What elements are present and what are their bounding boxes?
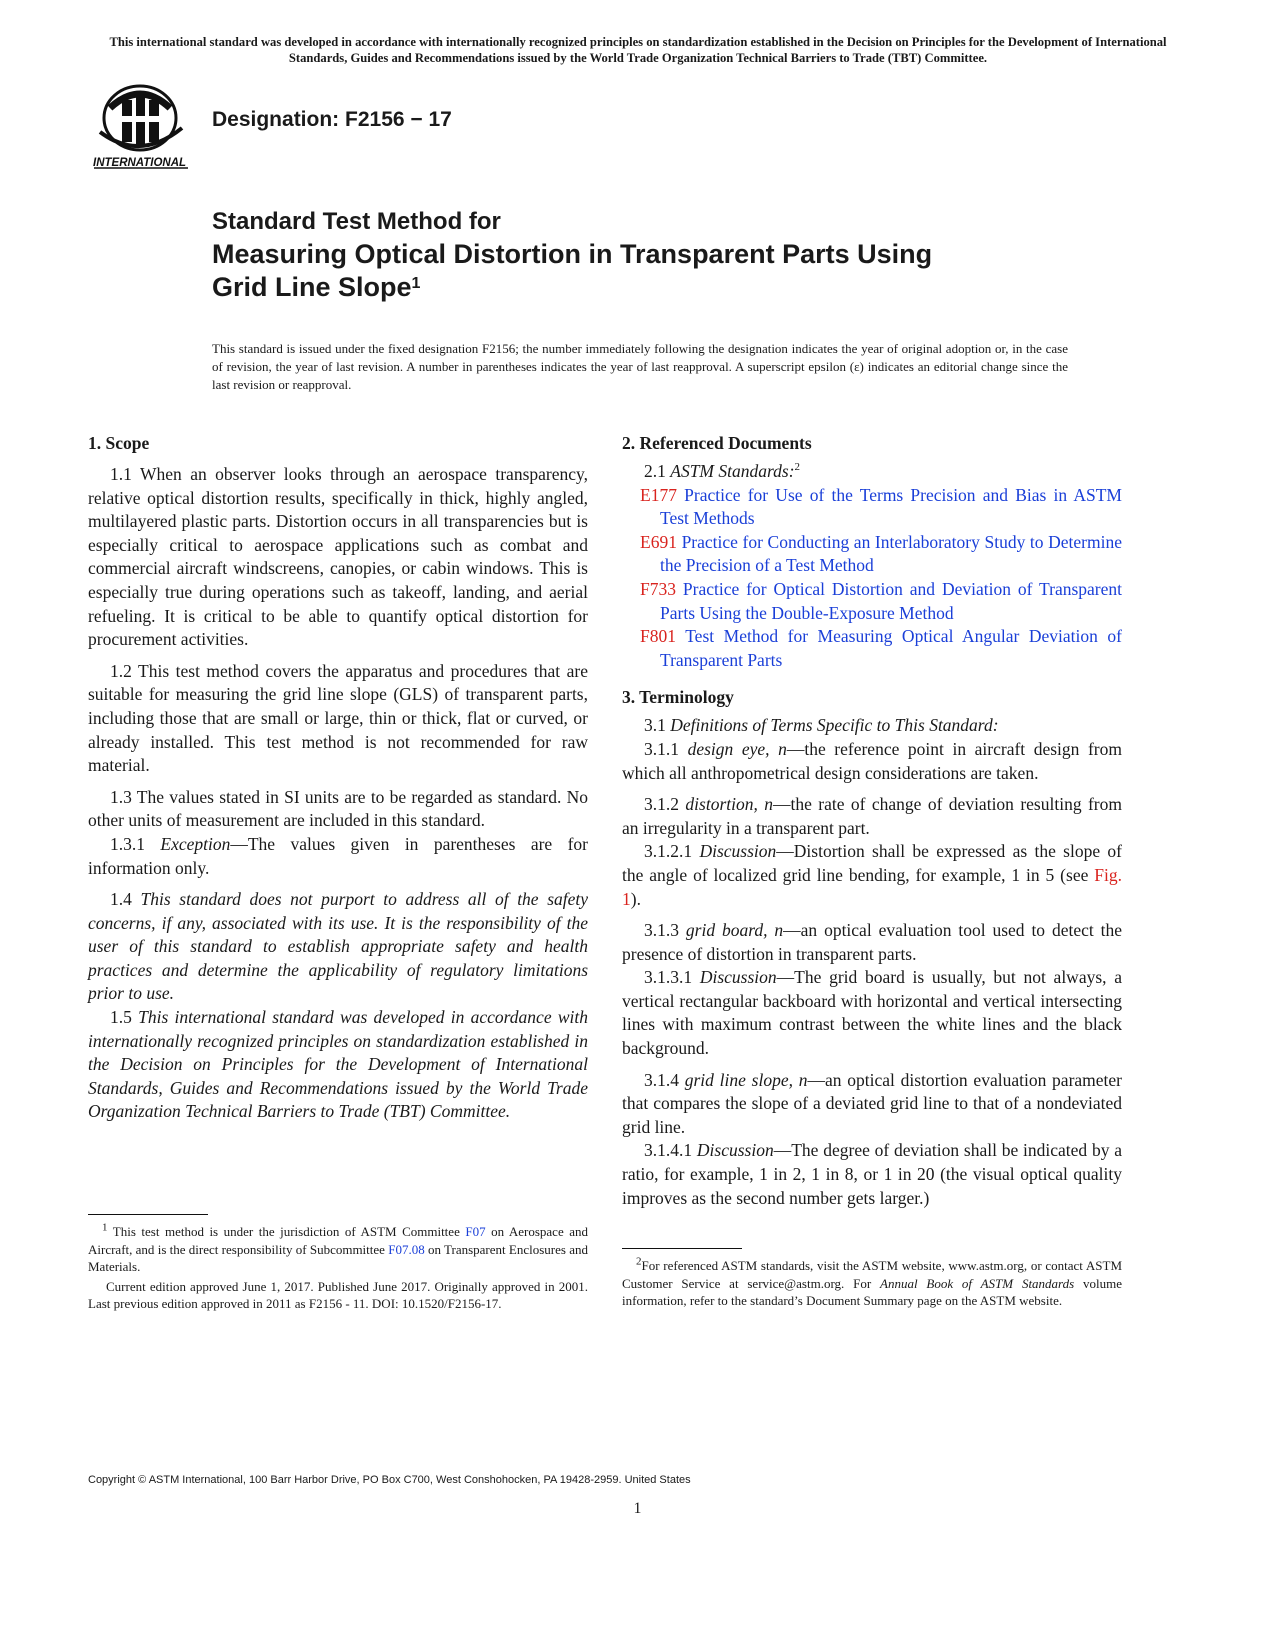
reference-code[interactable]: E691 [640,531,677,552]
para-1-4-text: This standard does not purport to address all of the safety concerns, if any, associated with its use. It is the responsibility of the user of this standard to establish appropriate safety and health practices and determine the applicability of regulatory limitations prior to use. [88,889,589,1004]
referenced-documents-heading: 2. Referenced Documents [622,433,812,453]
para-1-4 [88,888,588,1006]
subcommittee-f07-08-link[interactable]: F07.08 [388,1241,425,1257]
committee-f07-link[interactable]: F07 [465,1224,486,1239]
para-1-3-1 [88,833,588,880]
para-3-1-4-term: grid line slope, n [684,1069,808,1090]
title-footnote-mark: 1 [411,275,421,292]
reference-title[interactable]: Test Method for Measuring Optical Angular Deviation of Transparent Parts [660,626,1122,670]
para-1-3-1-text: —The values given in parentheses are for information only. [88,833,588,878]
footnote-2 [622,1257,1122,1310]
reference-f733[interactable] [622,578,1122,625]
para-1-3: 1.3 The values stated in SI units are to be regarded as standard. No other units of measurement are included in this standard. [88,786,588,831]
standardization-notice: This international standard was developed in accordance with internationally recognized principles on standardization established in the Decision on Principles for the Development of International Standards, Guides and Recommendations issued by the World Trade Organization Technical Barriers to Trade (TBT) Committee. [109,35,1167,65]
footnote-1 [88,1223,588,1276]
para-3-1-2-term: distortion, n [685,794,773,815]
para-3-1-3-1-text: —The grid board is usually, but not always, a vertical rectangular backboard with horizontal and vertical intersecting lines with maximum contrast between the white lines and the black background. [622,967,1123,1059]
para-3-1-2-1-num: 3.1.2.1 [644,841,693,862]
footnote-1-edition: Current edition approved June 1, 2017. Published June 2017. Originally approved in 2001. Last previous edition approved in 2011 as F2156 - 11. DOI: 10.1520/F2156-17. [88,1278,588,1311]
para-3-1-4-text: —an optical distortion evaluation parameter that compares the slope of a deviated grid line to that of a nondeviated grid line. [622,1069,1123,1137]
para-3-1-3-1-term: Discussion [699,967,777,988]
para-3-1 [622,714,1122,738]
reference-e691[interactable] [622,531,1122,578]
para-3-1-num: 3.1 [644,715,666,736]
para-3-1-1-text: —the reference point in aircraft design from which all anthropometrical design considerations are taken. [622,738,1123,783]
para-3-1-2-1-text: —Distortion shall be expressed as the slope of the angle of localized grid line bending, for example, 1 in 5 (see [622,841,1122,885]
terminology-heading: 3. Terminology [622,687,734,708]
para-3-1-2-text: —the rate of change of deviation resulting from an irregularity in a transparent part. [622,794,1122,838]
astm-standards-subheading [622,460,1122,484]
reference-code[interactable]: E177 [640,484,677,505]
para-3-1-3 [622,919,1122,966]
para-3-1-4-1-term: Discussion [696,1140,774,1161]
astm-logo-wordmark: INTERNATIONAL [93,157,187,169]
page-number: 1 [633,1500,642,1517]
para-3-1-1 [622,738,1122,785]
footnote-rule [622,1248,742,1249]
footnote-1-text-c: on Transparent Enclosures and Materials. [88,1241,589,1274]
astm-logo [92,82,200,174]
footnote-rule [88,1214,208,1215]
footnote-1-mark: 1 [102,1221,108,1234]
scope-heading: 1. Scope [88,433,150,453]
designation: Designation: F2156 − 17 [212,108,452,131]
para-3-1-4-1 [622,1139,1122,1210]
reference-code[interactable]: F733 [640,578,676,599]
para-1-2: 1.2 This test method covers the apparatus and procedures that are suitable for measuring the grid line slope (GLS) of transparent parts, including those that are small or large, thin or thick, flat or curved, or already installed. This test method is not recommended for raw material. [88,660,588,776]
footnote-1-text-b: on Aerospace and Aircraft, and is the direct responsibility of Subcommittee [88,1224,588,1257]
reference-code[interactable]: F801 [640,626,676,647]
reference-e177[interactable] [622,484,1122,531]
astm-standards-footnote-mark: 2 [794,461,801,474]
para-3-1-4-1-text: —The degree of deviation shall be indicated by a ratio, for example, 1 in 2, 1 in 8, or 1 in 20 (the visual optical quality improves as the second number gets larger.) [622,1140,1123,1208]
para-1-3-1-num: 1.3.1 [110,833,145,854]
para-3-1-3-num: 3.1.3 [644,920,679,941]
para-3-1-3-text: —an optical evaluation tool used to detect the presence of distortion in transparent parts. [622,920,1122,964]
para-3-1-2-1-term: Discussion [699,841,777,862]
footnote-2-book-title: Annual Book of ASTM Standards [880,1275,1075,1291]
para-3-1-title: Definitions of Terms Specific to This Standard: [670,715,999,736]
footnote-2-text-a: For referenced ASTM standards, visit the ASTM website, www.astm.org, or contact ASTM Customer Service at service@astm.org. For [622,1258,1122,1291]
figure-1-link[interactable]: Fig. 1 [622,864,1122,909]
astm-standards-title: ASTM Standards: [670,461,795,481]
title-line-3 [212,271,1112,304]
reference-f801[interactable] [622,625,1122,672]
reference-title[interactable]: Practice for Use of the Terms Precision and Bias in ASTM Test Methods [660,484,1122,529]
footnote-2-text-b: volume information, refer to the standard’s Document Summary page on the ASTM website. [622,1275,1123,1308]
para-3-1-1-num: 3.1.1 [644,738,679,759]
document-title [212,205,1112,304]
para-3-1-2 [622,793,1122,840]
astm-standards-num: 2.1 [644,461,666,481]
para-3-1-4-num: 3.1.4 [644,1069,679,1090]
title-line-2: Measuring Optical Distortion in Transparent Parts Using [212,239,933,269]
para-1-3-1-term: Exception [160,833,231,854]
para-3-1-3-1 [622,966,1122,1060]
copyright-line: Copyright © ASTM International, 100 Barr Harbor Drive, PO Box C700, West Conshohocken, PA 19428-2959. United States [88,1474,691,1486]
right-column [622,432,1122,1210]
title-line-1: Standard Test Method for [212,208,501,235]
title-line-3-text: Grid Line Slope [212,272,412,302]
para-3-1-1-term: design eye, n [687,738,787,759]
para-1-5-text: This international standard was developed in accordance with internationally recognized principles on standardization established in the Decision on Principles for the Development of International Standards, Guides and Recommendations issued by the World Trade Organization Technical Barriers to Trade (TBT) Committee. [88,1007,589,1122]
footnote-2-mark: 2 [636,1255,642,1268]
reference-title[interactable]: Practice for Optical Distortion and Deviation of Transparent Parts Using the Double-Exposure Method [660,578,1123,623]
issued-note: This standard is issued under the fixed designation F2156; the number immediately following the designation indicates the year of original adoption or, in the case of revision, the year of last revision. A number in parentheses indicates the year of last reapproval. A superscript epsilon (ε) indicates an editorial change since the last revision or reapproval. [212,341,1068,392]
footnote-1-block [88,1214,588,1313]
para-3-1-3-term: grid board, n [685,920,784,941]
para-3-1-2-1 [622,840,1122,911]
left-column [88,432,588,1124]
para-1-5 [88,1006,588,1124]
footnote-2-block [622,1248,1122,1310]
para-1-5-num: 1.5 [110,1007,132,1028]
footnote-1-text-a: This test method is under the jurisdiction of ASTM Committee [112,1224,466,1239]
para-3-1-4 [622,1069,1122,1140]
para-3-1-3-1-num: 3.1.3.1 [644,967,693,988]
para-1-1: 1.1 When an observer looks through an aerospace transparency, relative optical distortion results, specifically in thick, highly angled, multilayered plastic parts. Distortion occurs in all transparencies but is especially critical to aerospace applications such as combat and commercial aircraft windscreens, canopies, or cabin windows. This is especially true during operations such as takeoff, landing, and aerial refueling. It is critical to be able to quantify optical distortion for procurement activities. [88,464,588,650]
reference-title[interactable]: Practice for Conducting an Interlaboratory Study to Determine the Precision of a Test Method [660,531,1123,576]
para-3-1-2-num: 3.1.2 [644,794,679,815]
para-3-1-4-1-num: 3.1.4.1 [644,1140,693,1161]
para-3-1-2-1-end: ). [630,888,641,909]
para-1-4-num: 1.4 [110,889,132,910]
